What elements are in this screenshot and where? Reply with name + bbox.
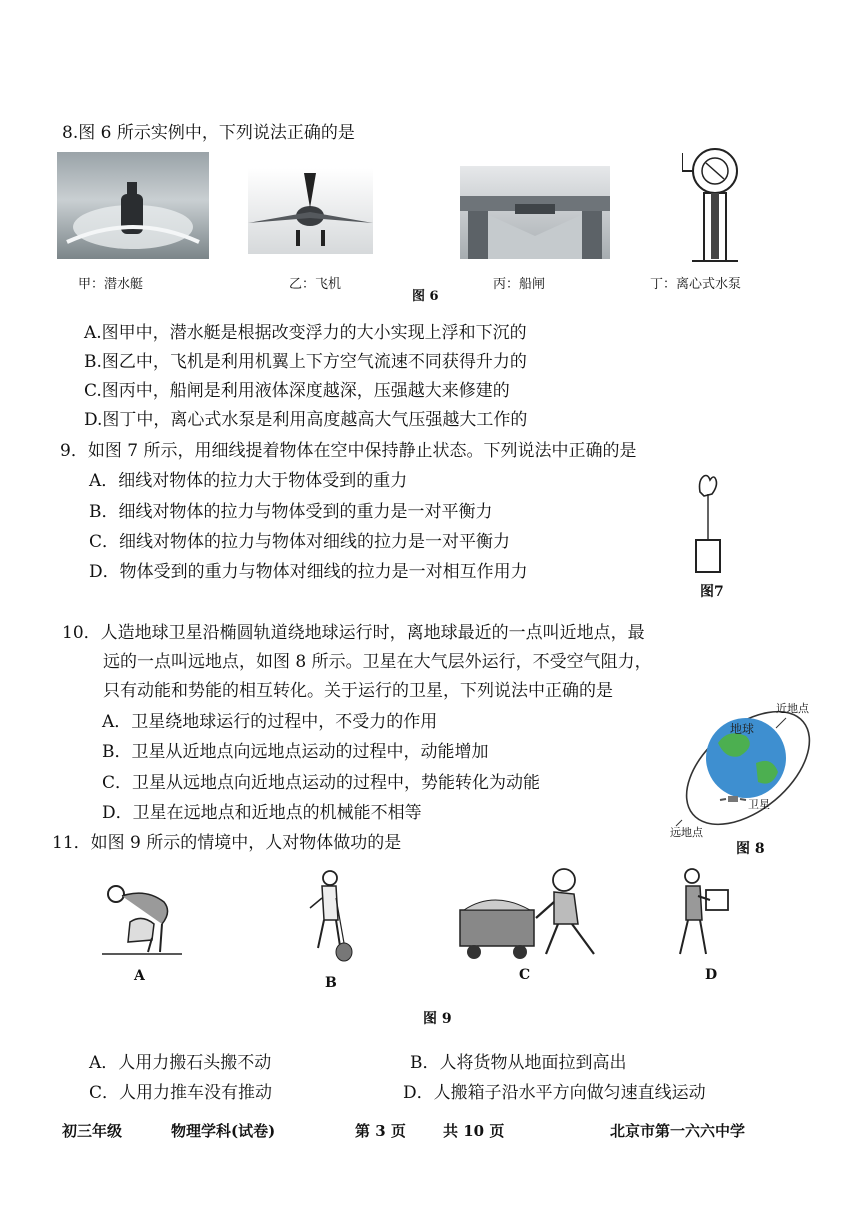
shiplock-photo xyxy=(460,166,610,259)
q10-stem-line-1: 10．人造地球卫星沿椭圆轨道绕地球运行时，离地球最近的一点叫近地点，最 xyxy=(62,623,645,643)
fig9-letter-c: C xyxy=(519,967,531,983)
q10-option-b: B．卫星从近地点向远地点运动的过程中，动能增加 xyxy=(102,742,489,762)
footer-page: 第 3 页 xyxy=(355,1122,406,1140)
fig6-caption-c: 丙：船闸 xyxy=(493,277,546,292)
q11-option-c: C．人用力推车没有推动 xyxy=(89,1083,273,1103)
footer-grade: 初三年级 xyxy=(62,1122,123,1140)
footer-subject: 物理学科(试卷) xyxy=(171,1122,276,1140)
fig9-letter-d: D xyxy=(705,967,718,983)
q8-option-a: A.图甲中，潜水艇是根据改变浮力的大小实现上浮和下沉的 xyxy=(84,323,527,343)
q9-option-d: D．物体受到的重力与物体对细线的拉力是一对相互作用力 xyxy=(89,562,528,582)
q8-option-c: C.图丙中，船闸是利用液体深度越深，压强越大来修建的 xyxy=(84,381,510,401)
satellite-orbit-diagram xyxy=(668,698,828,838)
q9-stem: 9．如图 7 所示，用细线提着物体在空中保持静止状态。下列说法中正确的是 xyxy=(60,441,637,461)
fig6-caption-b: 乙：飞机 xyxy=(289,277,342,292)
q11-option-d: D．人搬箱子沿水平方向做匀速直线运动 xyxy=(403,1083,706,1103)
q8-option-d: D.图丁中，离心式水泵是利用高度越高大气压强越大工作的 xyxy=(84,410,528,430)
airplane-photo xyxy=(248,168,373,254)
fig8-label: 图 8 xyxy=(736,841,765,857)
fig9-c-drawing xyxy=(454,862,604,962)
perigee-label: 近地点 xyxy=(776,702,809,715)
fig6-caption-d: 丁：离心式水泵 xyxy=(650,277,742,292)
q8-option-b: B.图乙中，飞机是利用机翼上下方空气流速不同获得升力的 xyxy=(84,352,527,372)
fig9-letter-a: A xyxy=(134,968,145,984)
fig9-d-drawing xyxy=(676,866,736,961)
q8-stem: 8.图 6 所示实例中，下列说法正确的是 xyxy=(62,123,355,143)
apogee-label: 远地点 xyxy=(670,826,703,839)
footer-total: 共 10 页 xyxy=(443,1122,505,1140)
footer-school: 北京市第一六六中学 xyxy=(610,1122,746,1140)
q10-option-c: C．卫星从远地点向近地点运动的过程中，势能转化为动能 xyxy=(102,773,541,793)
q11-stem: 11．如图 9 所示的情境中，人对物体做功的是 xyxy=(52,833,402,853)
submarine-photo xyxy=(57,152,209,259)
q10-stem-line-3: 只有动能和势能的相互转化。关于运行的卫星，下列说法中正确的是 xyxy=(103,681,613,701)
fig6-label: 图 6 xyxy=(412,289,439,304)
q10-option-a: A．卫星绕地球运行的过程中，不受力的作用 xyxy=(102,712,438,732)
fig9-label: 图 9 xyxy=(423,1011,452,1027)
q10-stem-line-2: 远的一点叫远地点，如图 8 所示。卫星在大气层外运行，不受空气阻力， xyxy=(103,652,652,672)
pump-diagram xyxy=(682,143,748,263)
hanging-block-diagram xyxy=(688,472,728,576)
satellite-label: 卫星 xyxy=(748,798,770,811)
earth-label: 地球 xyxy=(730,722,755,736)
q11-option-a: A．人用力搬石头搬不动 xyxy=(89,1053,272,1073)
fig7-label: 图7 xyxy=(700,584,724,600)
fig9-a-drawing xyxy=(102,878,182,958)
fig9-b-drawing xyxy=(300,868,355,963)
fig9-letter-b: B xyxy=(325,975,337,991)
q9-option-c: C．细线对物体的拉力与物体对细线的拉力是一对平衡力 xyxy=(89,532,511,552)
q9-option-a: A．细线对物体的拉力大于物体受到的重力 xyxy=(89,471,408,491)
q10-option-d: D．卫星在远地点和近地点的机械能不相等 xyxy=(102,803,422,823)
q9-option-b: B．细线对物体的拉力与物体受到的重力是一对平衡力 xyxy=(89,502,493,522)
fig6-caption-a: 甲：潜水艇 xyxy=(78,277,144,292)
q11-option-b: B．人将货物从地面拉到高出 xyxy=(410,1053,627,1073)
